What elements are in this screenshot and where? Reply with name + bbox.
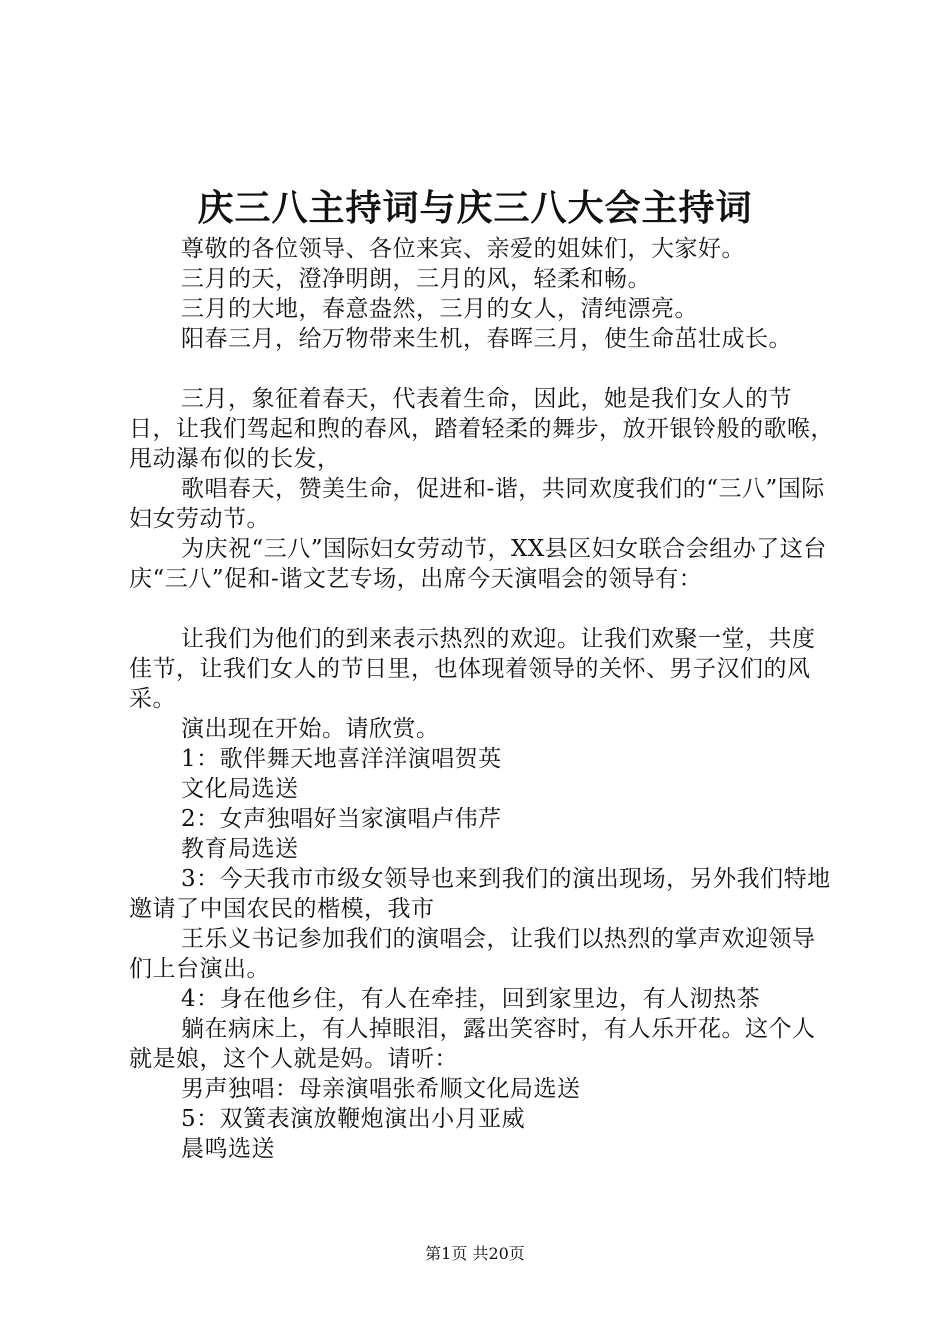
paragraph: 让我们为他们的到来表示热烈的欢迎。让我们欢聚一堂，共度佳节，让我们女人的节日里，也体现着领导的关怀、男子汉们的风采。 — [129, 626, 816, 712]
paragraph: 歌唱春天，赞美生命，促进和-谐，共同欢度我们的“三八”国际妇女劳动节。 — [129, 476, 825, 532]
paragraph: 3：今天我市市级女领导也来到我们的演出现场，另外我们特地邀请了中国农民的楷模，我市 — [129, 866, 831, 922]
page-number-footer: 第1页 共20页 — [425, 1244, 525, 1263]
paragraph: 尊敬的各位领导、各位来宾、亲爱的姐妹们，大家好。 — [181, 236, 745, 262]
paragraph: 三月的大地，春意盎然，三月的女人，清纯漂亮。 — [181, 296, 698, 322]
document-body — [129, 234, 834, 1164]
paragraph: 演出现在开始。请欣赏。 — [181, 716, 440, 742]
document-title: 庆三八主持词与庆三八大会主持词 — [197, 187, 753, 229]
paragraph: 三月的天，澄净明朗，三月的风，轻柔和畅。 — [181, 266, 651, 292]
blank-line — [129, 594, 834, 624]
paragraph: 躺在病床上，有人掉眼泪，露出笑容时，有人乐开花。这个人就是娘，这个人就是妈。请听： — [129, 1016, 816, 1072]
paragraph: 晨鸣选送 — [181, 1136, 275, 1162]
paragraph: 男声独唱：母亲演唱张希顺文化局选送 — [181, 1076, 581, 1102]
paragraph: 为庆祝“三八”国际妇女劳动节，XX县区妇女联合会组办了这台庆“三八”促和-谐文艺专场，出席今天演唱会的领导有： — [129, 536, 827, 592]
blank-line — [129, 354, 834, 384]
paragraph: 2：女声独唱好当家演唱卢伟芹 — [181, 806, 502, 832]
paragraph: 阳春三月，给万物带来生机，春晖三月，使生命茁壮成长。 — [181, 326, 792, 352]
paragraph: 4：身在他乡住，有人在牵挂，回到家里边，有人沏热茶 — [181, 986, 761, 1012]
paragraph: 文化局选送 — [181, 776, 299, 802]
paragraph: 三月，象征着春天，代表着生命，因此，她是我们女人的节日，让我们驾起和煦的春风，踏着轻柔的舞步，放开银铃般的歌喉，甩动瀑布似的长发， — [129, 386, 834, 472]
paragraph: 1：歌伴舞天地喜洋洋演唱贺英 — [181, 746, 502, 772]
paragraph: 教育局选送 — [181, 836, 299, 862]
paragraph: 5：双簧表演放鞭炮演出小月亚威 — [181, 1106, 526, 1132]
paragraph: 王乐义书记参加我们的演唱会，让我们以热烈的掌声欢迎领导们上台演出。 — [129, 926, 816, 982]
